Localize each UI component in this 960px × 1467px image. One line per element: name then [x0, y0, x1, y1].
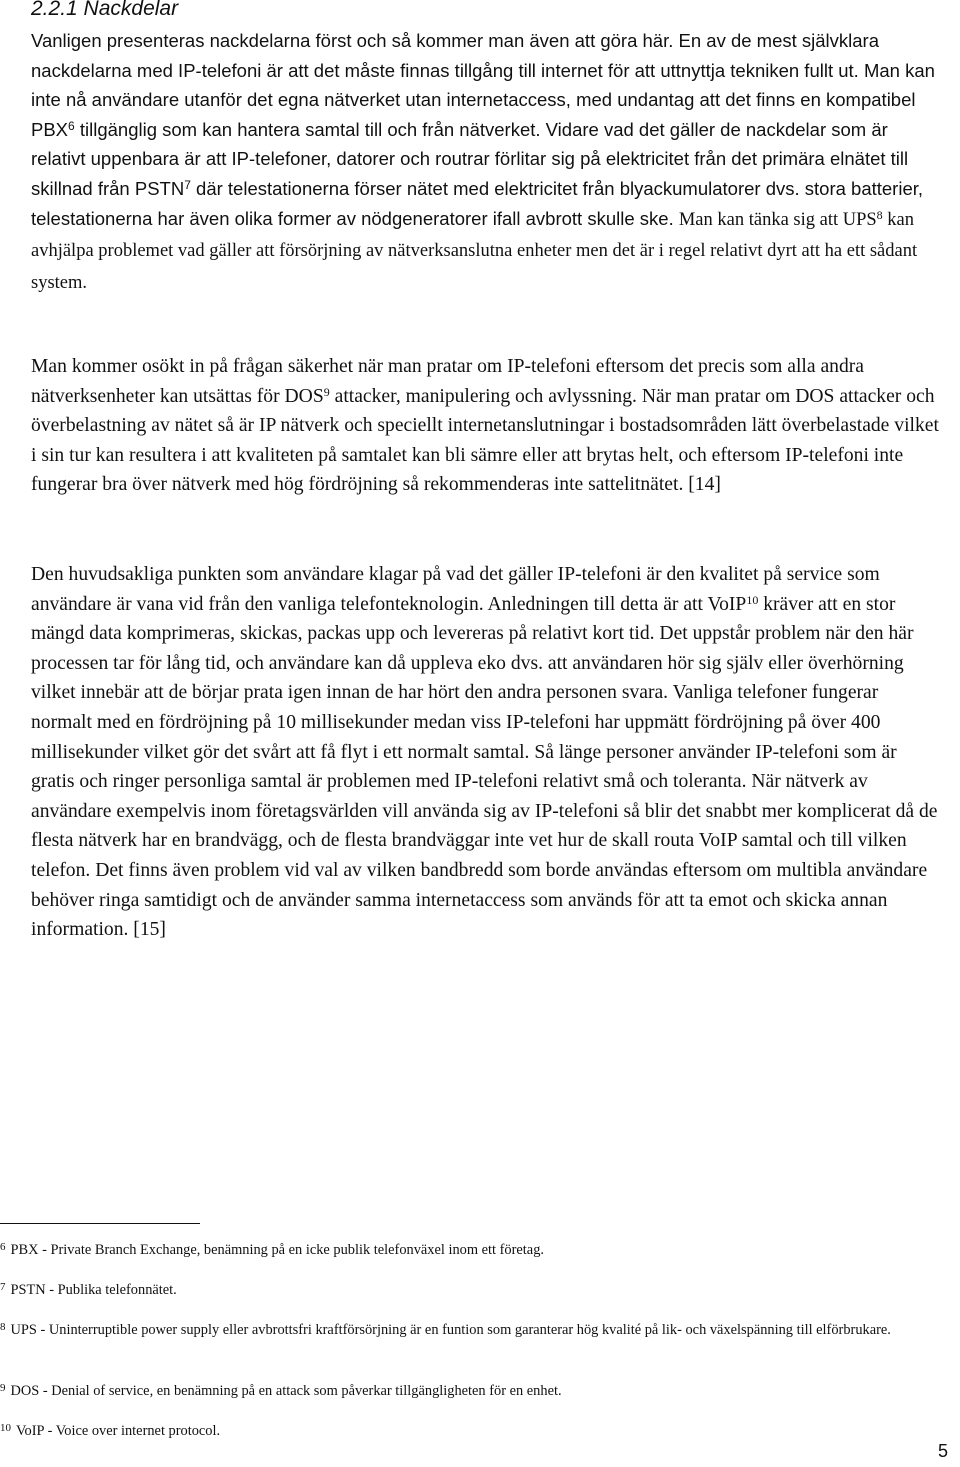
footnote-9 [0, 1381, 940, 1401]
footnote-6 [0, 1240, 940, 1260]
footnote-10 [0, 1421, 940, 1441]
footnote-number: 8 [0, 1321, 6, 1333]
footnote-text: DOS - Denial of service, en benämning på en attack som påverkar tillgängligheten för en enhet. [10, 1383, 562, 1399]
paragraph-1-text-2: tillgänglig som kan hantera samtal till och från nätverket. Vidare vad det gäller de nackdelar som är relativt uppenbara är att IP-telefoner, datorer och routrar förlitar sig på elektricitet från det primära elnätet till skillnad från PSTN [31, 118, 909, 199]
paragraph-1-text-3: där telestationerna förser nätet med elektricitet från blyackumulatorer dvs. stora batterier, telestationerna har även olika former av nödgeneratorer ifall avbrott skulle ske. [31, 177, 924, 229]
footnote-number: 10 [0, 1422, 11, 1434]
paragraph-2-text-2: attacker, manipulering och avlyssning. När man pratar om DOS attacker och överbelastning av nätet så är IP nätverk och speciellt internetanslutningar i bostadsområden lätt överbelastade vilket i sin tur kan resultera i att kvaliteten på samtalet kan bli sämre eller att brytas helt, och eftersom IP-telefoni inte fungerar bra över nätverk med hög fördröjning så rekommenderas inte sattelitnätet. [14] [31, 385, 939, 496]
paragraph-1 [31, 26, 941, 298]
footnote-8 [0, 1320, 940, 1340]
footnote-text: PSTN - Publika telefonnätet. [10, 1282, 177, 1298]
footnote-text: UPS - Uninterruptible power supply eller avbrottsfri kraftförsörjning är en funtion som garanterar hög kvalité på lik- och växelspänning till elförbrukare. [10, 1322, 891, 1338]
footnote-7 [0, 1280, 940, 1300]
footnote-ref-10: 10 [746, 592, 759, 607]
page-number: 5 [937, 1441, 948, 1461]
footnote-number: 6 [0, 1241, 6, 1253]
paragraph-1-text-5: kan avhjälpa problemet vad gäller att försörjning av nätverksanslutna enheter men det är i regel relativt dyrt att ha ett sådant system. [31, 209, 918, 293]
footnote-number: 9 [0, 1382, 6, 1394]
footnote-ref-8: 8 [876, 207, 883, 222]
footnote-divider [0, 1223, 200, 1224]
paragraph-3-text-1: Den huvudsakliga punkten som användare klagar på vad det gäller IP-telefoni är den kvalitet på service som användare är vana vid från den vanliga telefonteknologin. Anledningen till detta är att VoIP [31, 564, 880, 615]
paragraph-1-text-1: Vanligen presenteras nackdelarna först och så kommer man även att göra här. En av de mest självklara nackdelarna med IP-telefoni är att det måste finnas tillgång till internet för att uttnyttja tekniken fullt ut. Man kan inte nå användare utanför det egna nätverket utan internetaccess, med undantag att det finns en kompatibel PBX [31, 30, 935, 140]
footnote-ref-6: 6 [68, 118, 75, 133]
footnote-ref-9: 9 [323, 384, 330, 399]
paragraph-1-text-4: Man kan tänka sig att UPS [678, 209, 877, 230]
footnote-number: 7 [0, 1281, 6, 1293]
paragraph-2-text-1: Man kommer osökt in på frågan säkerhet när man pratar om IP-telefoni eftersom det precis som alla andra nätverksenheter kan utsättas för DOS [31, 356, 864, 407]
paragraph-2 [31, 352, 943, 500]
section-heading: 2.2.1 Nackdelar [31, 0, 179, 20]
footnote-text: PBX - Private Branch Exchange, benämning på en icke publik telefonväxel inom ett företag. [10, 1242, 544, 1258]
paragraph-3-text-2: kräver att en stor mängd data komprimeras, skickas, packas upp och levereras på relativt kort tid. Det uppstår problem när den här processen tar för lång tid, och användare kan då uppleva eko dvs. att användaren hör sig själv eller överhörning vilket innebär att de börjar prata igen innan de har hört den andra personen svara. Vanliga telefoner fungerar normalt med en fördröjning på 10 millisekunder medan viss IP-telefoni har uppmätt fördröjning på över 400 millisekunder vilket gör det svårt att få flyt i ett normalt samtal. Så länge personer använder IP-telefoni som är gratis och ringer personliga samtal är problemen med IP-telefoni relativt små och toleranta. När nätverk av användare exempelvis inom företagsvärlden vill använda sig av IP-telefoni så blir det snabbt mer komplicerat då de flesta nätverk har en brandvägg, och de flesta brandväggar inte vet hur de skall routa VoIP samtal och till vilken telefon. Det finns även problem vid val av vilken bandbredd som borde användas eftersom om multibla användare behöver ringa samtidigt och de använder samma internetaccess som används för att ta emot och skicka annan information. [15] [31, 593, 938, 941]
footnote-ref-7: 7 [184, 177, 191, 192]
paragraph-3 [31, 560, 943, 945]
footnote-text: VoIP - Voice over internet protocol. [16, 1423, 221, 1439]
